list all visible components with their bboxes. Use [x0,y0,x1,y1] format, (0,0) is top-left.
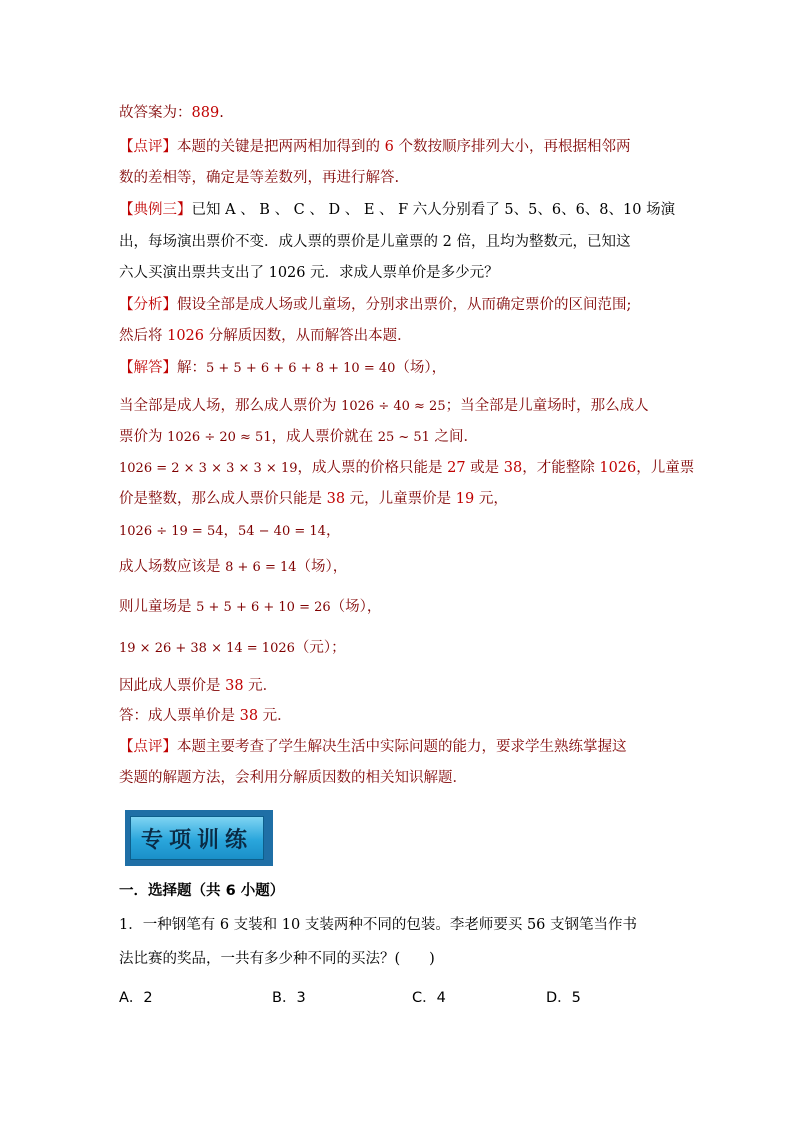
solution-line-6: 1026 ÷ 19 = 54，54 − 40 = 14， [119,523,341,539]
banner-title: 专项训练 [130,816,264,860]
example-line-2: 出，每场演出票价不变．成人票的票价是儿童票的 2 倍，且均为整数元，已知这 [119,234,631,250]
solution-line-3: 票价为 1026 ÷ 20 ≈ 51，成人票价就在 25 ~ 51 之间． [119,429,479,445]
option-c[interactable]: C．4 [412,990,446,1006]
solution-line-5: 价是整数，那么成人票价只能是 38 元，儿童票价是 19 元， [119,491,508,507]
option-d[interactable]: D．5 [546,990,581,1006]
comment2-line-2: 类题的解题方法，会利用分解质因数的相关知识解题． [119,770,467,786]
comment2-line-1: 【点评】本题主要考查了学生解决生活中实际问题的能力，要求学生熟练掌握这 [119,739,627,755]
option-b[interactable]: B．3 [272,990,306,1006]
conclusion-line: 故答案为：889. [119,105,224,121]
solution-line-1: 【解答】解：5 + 5 + 6 + 6 + 8 + 10 = 40（场）， [119,360,447,376]
analysis-line-1: 【分析】假设全部是成人场或儿童场，分别求出票价，从而确定票价的区间范围; [119,297,632,313]
question-1-line-1: 1．一种钢笔有 6 支装和 10 支装两种不同的包装。李老师要买 56 支钢笔当作书 [119,917,638,933]
solution-line-9: 19 × 26 + 38 × 14 = 1026（元）； [119,640,346,656]
solution-line-8: 则儿童场是 5 + 5 + 6 + 10 = 26（场）， [119,599,382,615]
comment-line-1: 【点评】本题的关键是把两两相加得到的 6 个数按顺序排列大小，再根据相邻两 [119,139,631,155]
option-a[interactable]: A．2 [119,990,153,1006]
question-1-line-2: 法比赛的奖品，一共有多少种不同的买法？( ) [119,951,435,967]
analysis-line-2: 然后将 1026 分解质因数，从而解答出本题． [119,328,412,344]
answer-line: 答：成人票单价是 38 元． [119,708,292,724]
section-heading: 一．选择题（共 6 小题） [119,883,285,899]
solution-line-7: 成人场数应该是 8 + 6 = 14（场）， [119,559,348,575]
special-training-banner [125,810,273,866]
comment-line-2: 数的差相等，确定是等差数列，再进行解答. [119,170,400,186]
solution-line-2: 当全部是成人场，那么成人票价为 1026 ÷ 40 ≈ 25；当全部是儿童场时，那么成人 [119,398,649,414]
example-line-1: 【典例三】已知 A 、 B 、 C 、 D 、 E 、 F 六人分别看了 5、5、6、6、8、10 场演 [119,202,676,218]
solution-line-4: 1026 = 2 × 3 × 3 × 3 × 19，成人票的价格只能是 27 或是 38，才能整除 1026，儿童票 [119,460,695,476]
solution-line-10: 因此成人票价是 38 元． [119,678,278,694]
example-line-3: 六人买演出票共支出了 1026 元．求成人票单价是多少元？ [119,265,499,281]
